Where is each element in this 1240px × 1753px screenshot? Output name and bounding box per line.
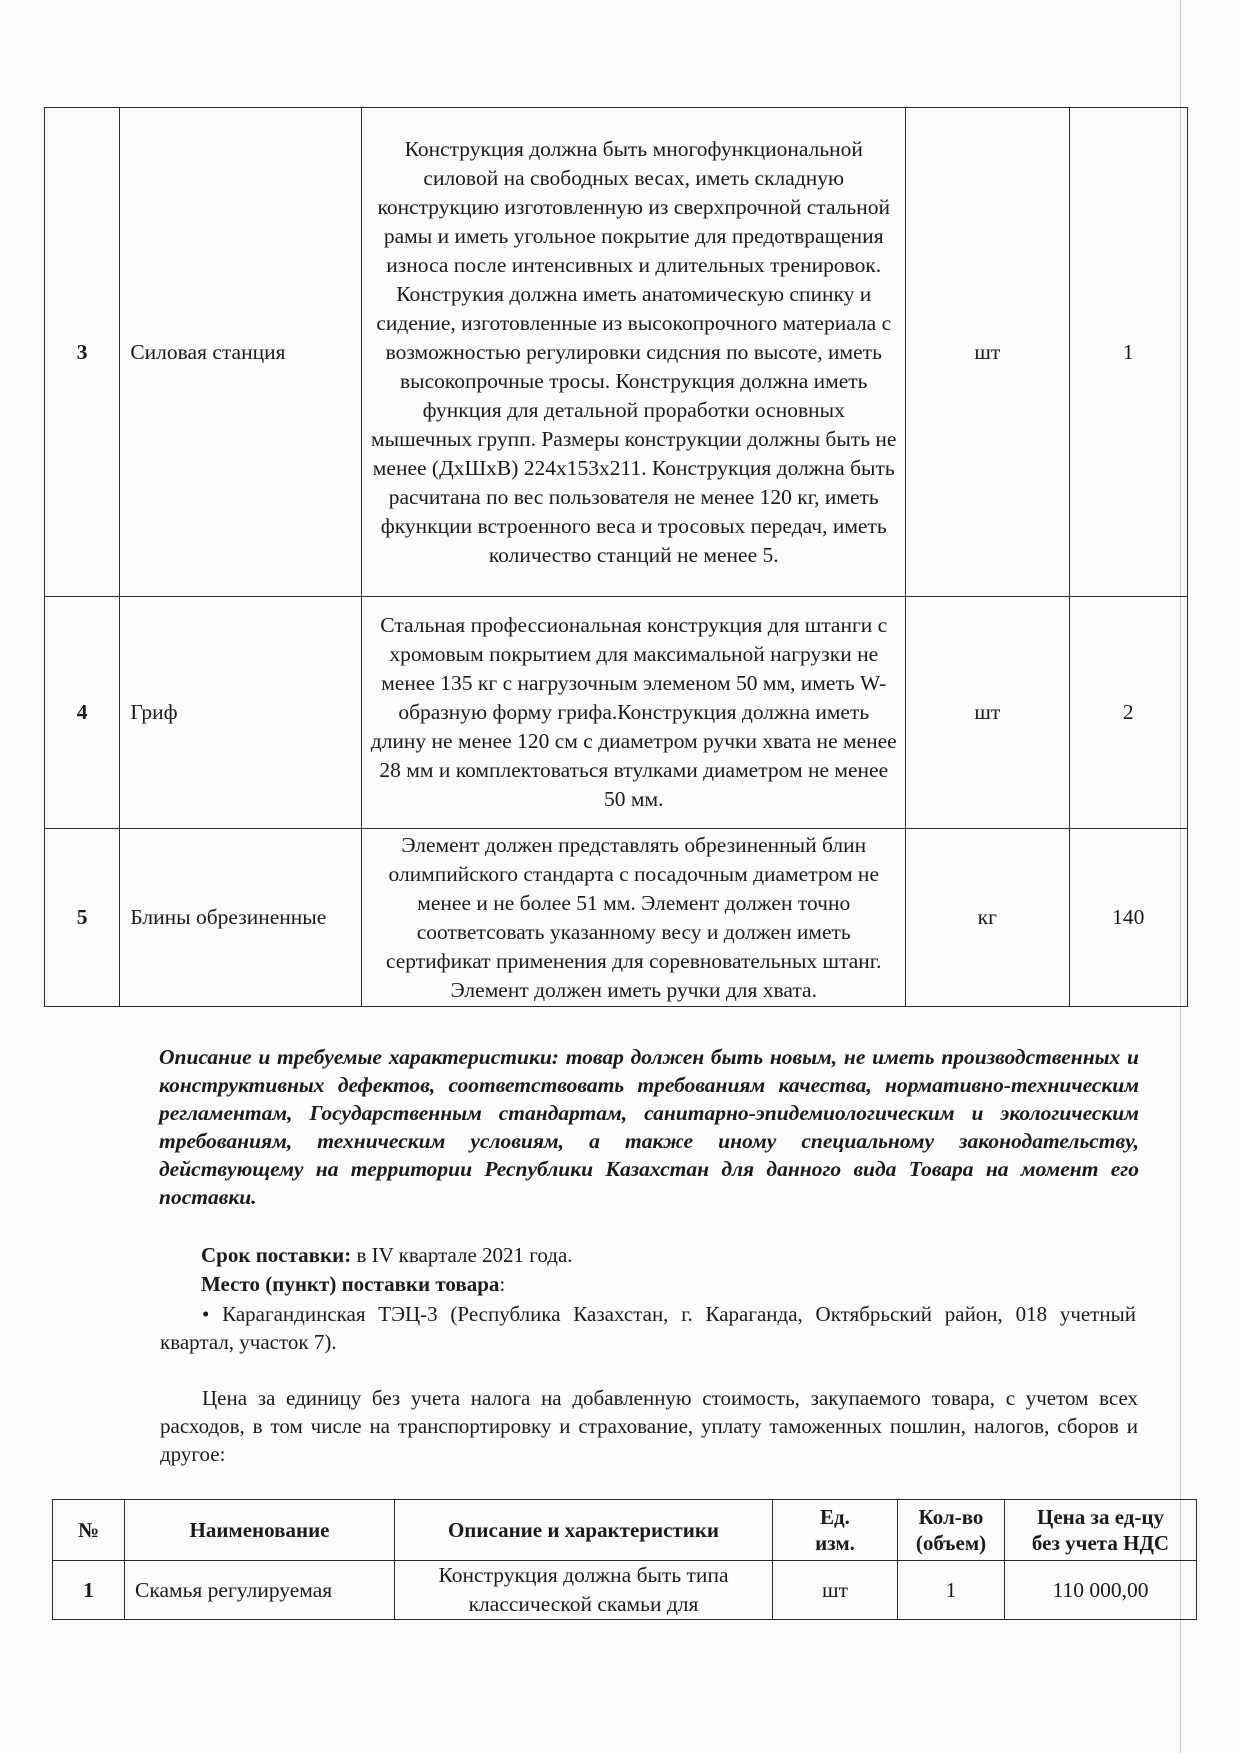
header-price [1005,1500,1197,1561]
table-row [45,108,1188,597]
price-intro-paragraph: Цена за единицу без учета налога на добавленную стоимость, закупаемого товара, с учетом всех расходов, в том числе на транспортировку и страхование, уплату таможенных пошлин, налогов, сборов и другое: [160,1386,1138,1466]
item-description: Элемент должен представлять обрезиненный блин олимпийского стандарта с посадочным диаметром не менее и не более 51 мм. Элемент должен точно соответсовать указанному весу и должен иметь сертификат применения для соревновательных штанг. Элемент должен иметь ручки для хвата. [362,829,906,1007]
row-number: 3 [45,108,120,597]
table-row [53,1561,1197,1620]
delivery-term [201,1241,1181,1269]
item-price: 110 000,00 [1005,1561,1197,1620]
item-quantity: 1 [1069,108,1187,597]
item-unit: шт [906,597,1070,829]
row-number: 4 [45,597,120,829]
delivery-place-label: Место (пункт) поставки товара [201,1272,500,1296]
header-unit [773,1500,898,1561]
price-table [52,1499,1197,1620]
header-quantity-line1: Кол-во [918,1505,984,1529]
table-header-row [53,1500,1197,1561]
item-name: Блины обрезиненные [120,829,362,1007]
item-description: Конструкция должна быть многофункциональной силовой на свободных весах, иметь складную конструкцию изготовленную из сверхпрочной стальной рамы и иметь угольное покрытие для предотвращения износа после интенсивных и длительных тренировок. Конструкия должна иметь анатомическую спинку и сидение, изготовленные из высокопрочного материала с возможностью регулировки сидсния по высоте, иметь высокопрочные тросы. Конструкция должна иметь функция для детальной проработки основных мышечных групп. Размеры конструкции должны быть не менее (ДхШхВ) 224х153х211. Конструкция должна быть расчитана по вес пользователя не менее 120 кг, иметь фкункции встроенного веса и тросовых передач, иметь количество станций не менее 5. [362,108,906,597]
header-name: Наименование [125,1500,395,1561]
header-price-line2: без учета НДС [1031,1531,1170,1555]
item-quantity: 2 [1069,597,1187,829]
row-number: 5 [45,829,120,1007]
delivery-term-label: Срок поставки: [201,1243,352,1267]
header-num: № [53,1500,125,1561]
header-unit-line1: Ед. [820,1505,850,1529]
item-description: Конструкция должна быть типа классической скамьи для [395,1561,773,1620]
header-quantity [898,1500,1005,1561]
requirements-paragraph: Описание и требуемые характеристики: товар должен быть новым, не иметь производственных и конструктивных дефектов, соответствовать требованиям качества, нормативно-техническим регламентам, Государственным стандартам, санитарно-эпидемиологическим и экологическим требованиям, техническим условиям, а также иному специальному законодательству, действующему на территории Республики Казахстан для данного вида Товара на момент его поставки. [159,1045,1139,1209]
spec-table [44,107,1188,1007]
item-quantity: 140 [1069,829,1187,1007]
item-unit: шт [906,108,1070,597]
table-row [45,829,1188,1007]
item-name: Скамья регулируемая [125,1561,395,1620]
header-description: Описание и характеристики [395,1500,773,1561]
header-unit-line2: изм. [815,1531,855,1555]
delivery-place [201,1270,1181,1298]
item-name: Гриф [120,597,362,829]
item-unit: шт [773,1561,898,1620]
delivery-place-colon: : [499,1272,506,1296]
item-unit: кг [906,829,1070,1007]
row-number: 1 [53,1561,125,1620]
item-quantity: 1 [898,1561,1005,1620]
header-price-line1: Цена за ед-цу [1037,1505,1164,1529]
table-row [45,597,1188,829]
item-description: Стальная профессиональная конструкция для штанги с хромовым покрытием для максимальной нагрузки не менее 135 кг с нагрузочным элеменом 50 мм, иметь W-образную форму грифа.Конструкция должна иметь длину не менее 120 см с диаметром ручки хвата не менее 28 мм и комплектоваться втулками диаметром не менее 50 мм. [362,597,906,829]
header-quantity-line2: (объем) [915,1531,987,1555]
delivery-term-value: в IV квартале 2021 года. [351,1243,573,1267]
delivery-address: • Карагандинская ТЭЦ-3 (Республика Казахстан, г. Караганда, Октябрьский район, 018 учетный квартал, участок 7). [160,1302,1136,1354]
item-name: Силовая станция [120,108,362,597]
